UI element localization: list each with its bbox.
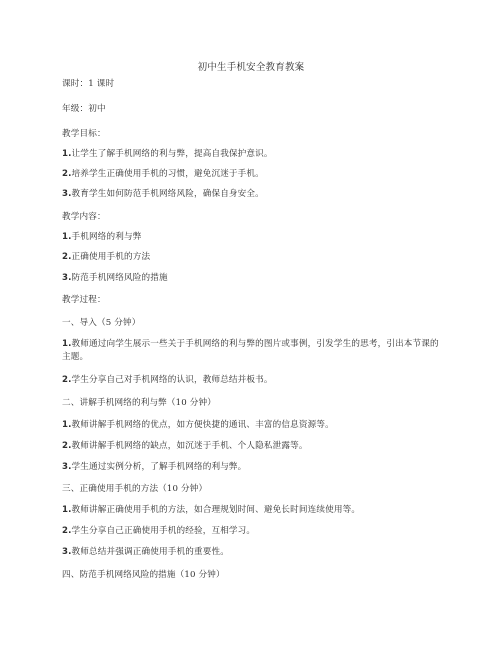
content-heading: 教学内容： xyxy=(62,212,106,222)
item-number: 1. xyxy=(62,505,72,515)
item-number: 2. xyxy=(62,526,72,536)
item-number: 1. xyxy=(62,420,72,430)
content-item xyxy=(62,272,442,285)
process-item xyxy=(62,338,442,364)
objectives-heading: 教学目标： xyxy=(62,129,106,139)
item-number: 2. xyxy=(62,441,72,451)
process-item xyxy=(62,419,442,432)
item-number: 3. xyxy=(62,189,72,199)
section-heading: 三、正确使用手机的方法（10 分钟） xyxy=(62,484,208,494)
item-number: 1. xyxy=(62,232,72,242)
item-number: 1. xyxy=(62,149,72,159)
section-heading: 一、导入（5 分钟） xyxy=(62,318,141,328)
objective-item xyxy=(62,148,442,161)
content-item xyxy=(62,231,442,244)
process-item xyxy=(62,546,442,559)
process-item xyxy=(62,525,442,538)
item-text: 学生分享自己正确使用手机的经验，互相学习。 xyxy=(71,526,256,536)
item-text: 教师通过向学生展示一些关于手机网络的利与弊的图片或事例，引发学生的思考，引出本节课的主题。 xyxy=(62,339,439,362)
process-item xyxy=(62,440,442,453)
item-number: 3. xyxy=(62,462,72,472)
item-text: 防范手机网络风险的措施 xyxy=(71,273,168,283)
item-text: 教师讲解正确使用手机的方法，如合理规划时间、避免长时间连续使用等。 xyxy=(71,505,361,515)
item-number: 2. xyxy=(62,169,72,179)
process-item xyxy=(62,374,442,387)
item-text: 教育学生如何防范手机网络风险，确保自身安全。 xyxy=(71,189,264,199)
section-heading: 四、防范手机网络风险的措施（10 分钟） xyxy=(62,570,225,580)
grade: 年级：初中 xyxy=(62,104,106,114)
item-number: 2. xyxy=(62,375,72,385)
process-heading: 教学过程： xyxy=(62,295,106,305)
item-text: 学生通过实例分析，了解手机网络的利与弊。 xyxy=(71,462,247,472)
item-text: 学生分享自己对手机网络的认识，教师总结并板书。 xyxy=(71,375,273,385)
item-text: 教师讲解手机网络的优点，如方便快捷的通讯、丰富的信息资源等。 xyxy=(71,420,334,430)
item-text: 教师讲解手机网络的缺点，如沉迷于手机、个人隐私泄露等。 xyxy=(71,441,308,451)
process-item xyxy=(62,504,442,517)
document-title: 初中生手机安全教育教案 xyxy=(197,62,305,73)
section-heading: 二、讲解手机网络的利与弊（10 分钟） xyxy=(62,398,217,408)
item-number: 3. xyxy=(62,273,72,283)
objective-item xyxy=(62,168,442,181)
process-item xyxy=(62,461,442,474)
content-item xyxy=(62,251,442,264)
item-text: 培养学生正确使用手机的习惯，避免沉迷于手机。 xyxy=(71,169,264,179)
item-text: 正确使用手机的方法 xyxy=(71,252,151,262)
item-text: 教师总结并强调正确使用手机的重要性。 xyxy=(71,547,229,557)
item-number: 2. xyxy=(62,252,72,262)
item-text: 手机网络的利与弊 xyxy=(71,232,142,242)
item-text: 让学生了解手机网络的利与弊，提高自我保护意识。 xyxy=(71,149,273,159)
class-hours: 课时：1 课时 xyxy=(62,79,115,89)
objective-item xyxy=(62,188,442,201)
item-number: 1. xyxy=(62,339,72,349)
item-number: 3. xyxy=(62,547,72,557)
